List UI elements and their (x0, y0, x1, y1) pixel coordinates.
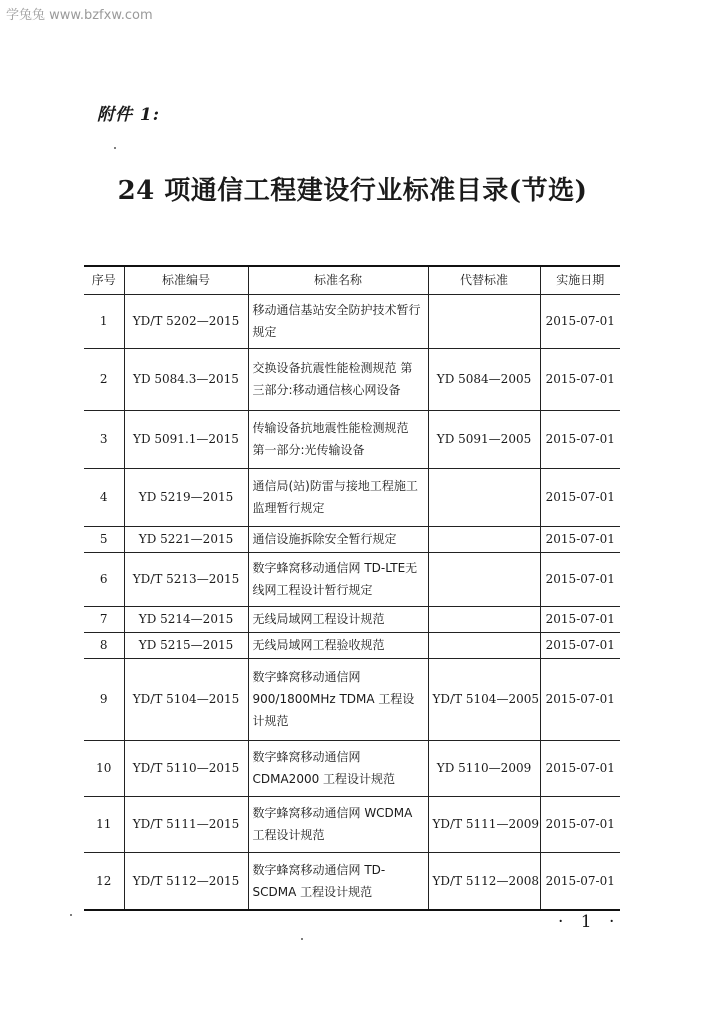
row-date: 2015-07-01 (540, 740, 620, 796)
row-name: 交换设备抗震性能检测规范 第三部分:移动通信核心网设备 (248, 348, 428, 410)
row-date: 2015-07-01 (540, 294, 620, 348)
row-date: 2015-07-01 (540, 632, 620, 658)
scan-speck (301, 938, 303, 940)
row-code: YD/T 5112—2015 (124, 852, 248, 910)
row-date: 2015-07-01 (540, 796, 620, 852)
row-date: 2015-07-01 (540, 852, 620, 910)
row-date: 2015-07-01 (540, 526, 620, 552)
row-date: 2015-07-01 (540, 606, 620, 632)
row-replaces (428, 606, 540, 632)
row-no: 4 (84, 468, 124, 526)
row-name: 无线局域网工程验收规范 (248, 632, 428, 658)
page-title: 24 项通信工程建设行业标准目录(节选) (117, 176, 588, 206)
row-code: YD 5214—2015 (124, 606, 248, 632)
row-name: 传输设备抗地震性能检测规范 第一部分:光传输设备 (248, 410, 428, 468)
header-date: 实施日期 (540, 266, 620, 294)
row-replaces: YD 5110—2009 (428, 740, 540, 796)
row-name: 数字蜂窝移动通信网 TD-LTE无线网工程设计暂行规定 (248, 552, 428, 606)
table-row (84, 658, 620, 740)
row-name: 通信局(站)防雷与接地工程施工监理暂行规定 (248, 468, 428, 526)
row-date: 2015-07-01 (540, 658, 620, 740)
header-no: 序号 (84, 266, 124, 294)
row-replaces: YD 5084—2005 (428, 348, 540, 410)
table-row (84, 348, 620, 410)
header-row (84, 266, 620, 294)
table-header (84, 266, 620, 294)
row-replaces (428, 294, 540, 348)
standards-table (84, 265, 620, 911)
row-no: 3 (84, 410, 124, 468)
table-row (84, 526, 620, 552)
row-replaces: YD/T 5111—2009 (428, 796, 540, 852)
table-row (84, 740, 620, 796)
table-row (84, 796, 620, 852)
row-code: YD/T 5111—2015 (124, 796, 248, 852)
row-code: YD 5091.1—2015 (124, 410, 248, 468)
row-code: YD/T 5110—2015 (124, 740, 248, 796)
row-replaces (428, 468, 540, 526)
table-row (84, 410, 620, 468)
row-date: 2015-07-01 (540, 410, 620, 468)
watermark-text: 学兔兔 www.bzfxw.com (6, 8, 153, 23)
row-date: 2015-07-01 (540, 468, 620, 526)
row-no: 7 (84, 606, 124, 632)
row-no: 9 (84, 658, 124, 740)
row-replaces (428, 632, 540, 658)
table-row (84, 606, 620, 632)
row-date: 2015-07-01 (540, 552, 620, 606)
row-no: 1 (84, 294, 124, 348)
row-name: 通信设施拆除安全暂行规定 (248, 526, 428, 552)
row-no: 12 (84, 852, 124, 910)
row-no: 10 (84, 740, 124, 796)
row-replaces: YD/T 5104—2005 (428, 658, 540, 740)
table-body (84, 294, 620, 910)
row-name: 数字蜂窝移动通信网 900/1800MHz TDMA 工程设计规范 (248, 658, 428, 740)
row-code: YD/T 5202—2015 (124, 294, 248, 348)
header-code: 标准编号 (124, 266, 248, 294)
row-code: YD 5219—2015 (124, 468, 248, 526)
row-name: 无线局域网工程设计规范 (248, 606, 428, 632)
table-row (84, 468, 620, 526)
table-row (84, 552, 620, 606)
row-no: 6 (84, 552, 124, 606)
row-replaces: YD 5091—2005 (428, 410, 540, 468)
page-number: · 1 · (558, 912, 621, 932)
row-code: YD/T 5213—2015 (124, 552, 248, 606)
scan-speck (114, 147, 116, 149)
attachment-label: 附件 1: (97, 105, 161, 125)
row-replaces (428, 526, 540, 552)
header-name: 标准名称 (248, 266, 428, 294)
table-row (84, 632, 620, 658)
row-name: 数字蜂窝移动通信网 WCDMA 工程设计规范 (248, 796, 428, 852)
row-no: 11 (84, 796, 124, 852)
row-replaces (428, 552, 540, 606)
row-date: 2015-07-01 (540, 348, 620, 410)
scan-speck (70, 914, 72, 916)
table-row (84, 852, 620, 910)
row-no: 2 (84, 348, 124, 410)
row-code: YD/T 5104—2015 (124, 658, 248, 740)
header-replaces: 代替标准 (428, 266, 540, 294)
row-name: 数字蜂窝移动通信网 TD-SCDMA 工程设计规范 (248, 852, 428, 910)
row-code: YD 5084.3—2015 (124, 348, 248, 410)
row-name: 数字蜂窝移动通信网 CDMA2000 工程设计规范 (248, 740, 428, 796)
row-no: 5 (84, 526, 124, 552)
table-row (84, 294, 620, 348)
row-name: 移动通信基站安全防护技术暂行规定 (248, 294, 428, 348)
row-code: YD 5221—2015 (124, 526, 248, 552)
row-no: 8 (84, 632, 124, 658)
row-code: YD 5215—2015 (124, 632, 248, 658)
row-replaces: YD/T 5112—2008 (428, 852, 540, 910)
